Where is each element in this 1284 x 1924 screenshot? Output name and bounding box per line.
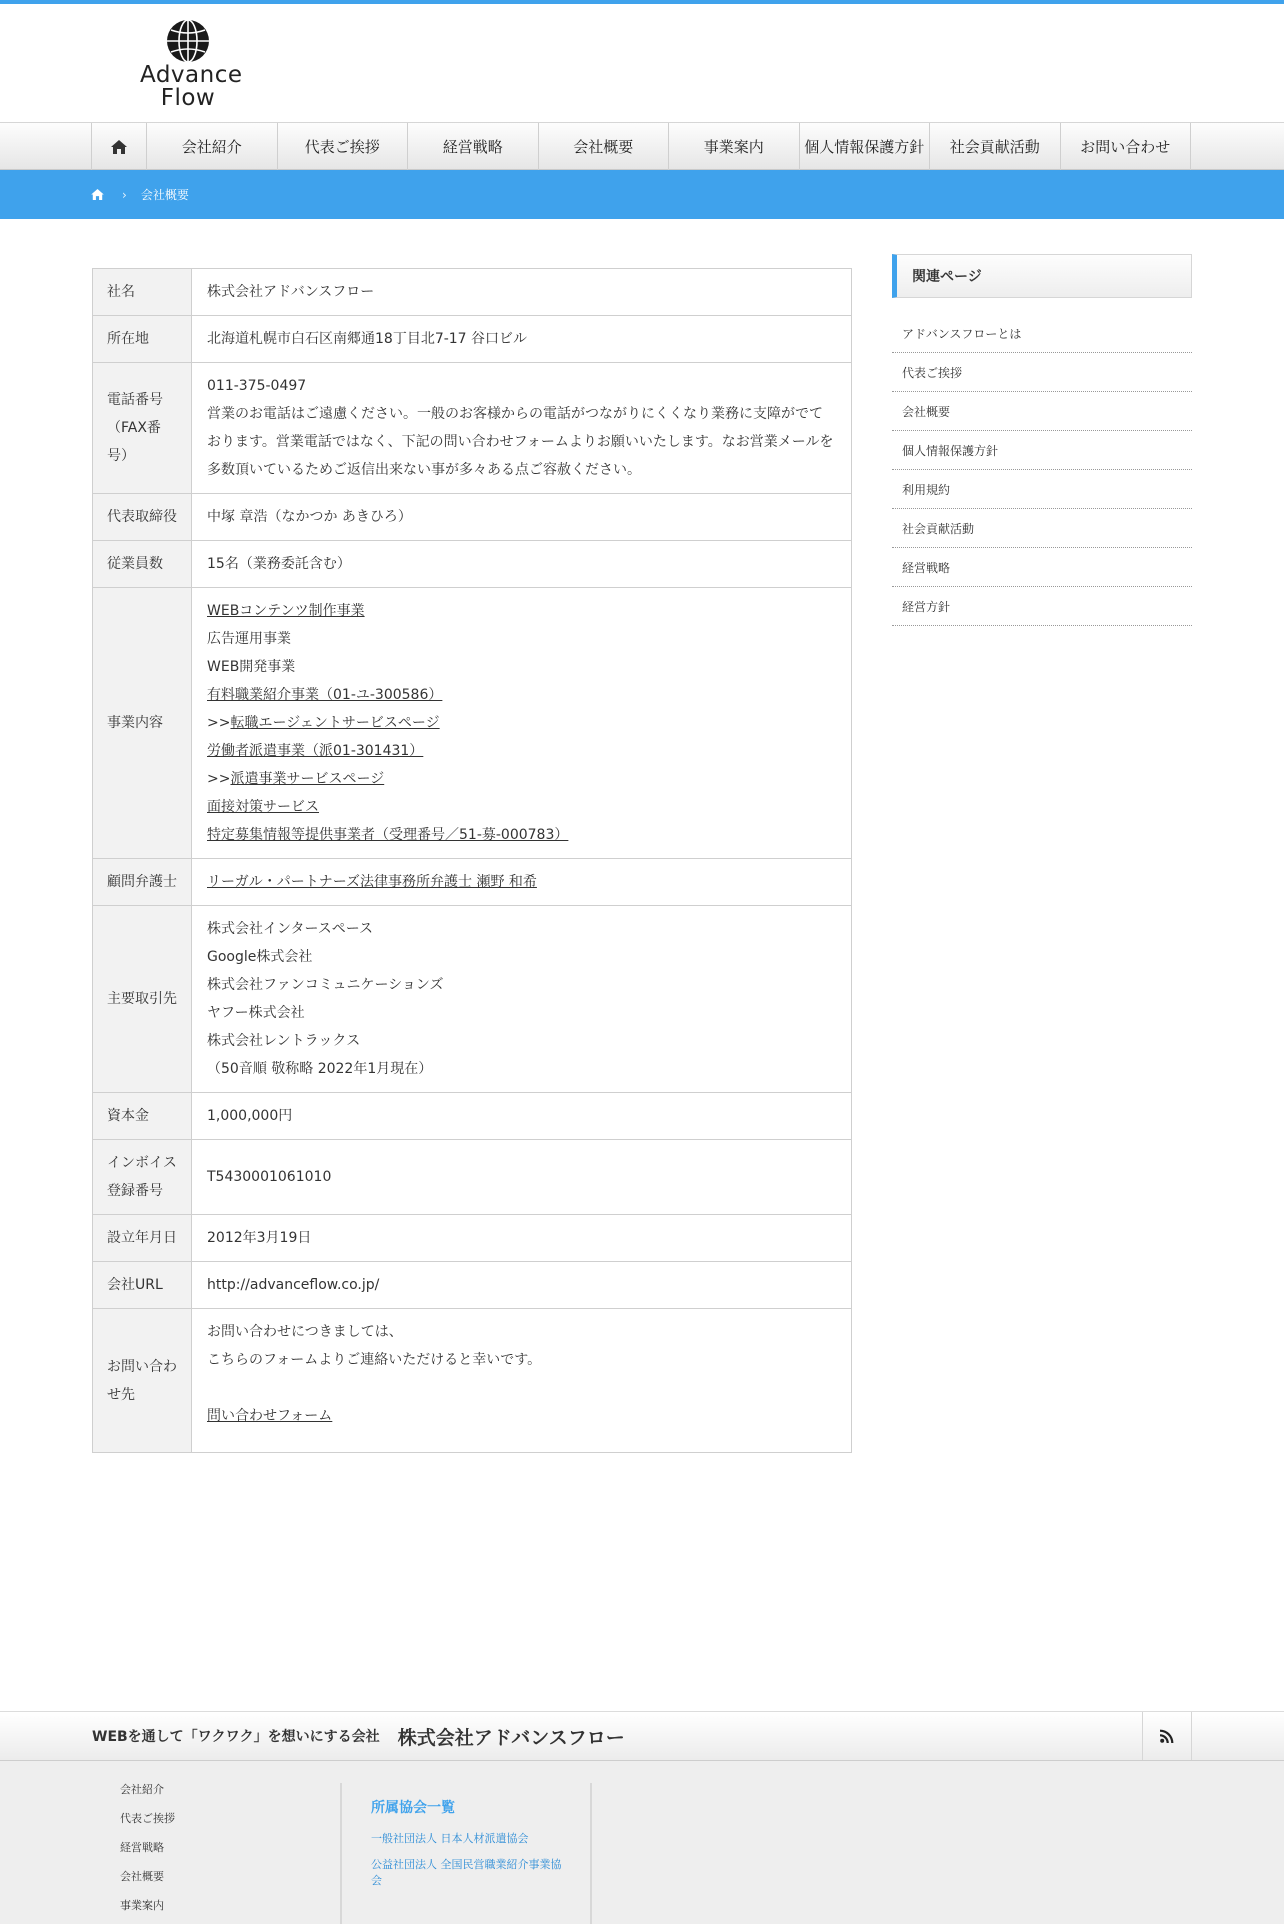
- link-dispatch-page[interactable]: 派遣事業サービスページ: [230, 771, 385, 787]
- arrow-prefix: >>: [207, 771, 231, 787]
- phone-note: 営業のお電話はご遠慮ください。一般のお客様からの電話がつながりにくくなり業務に支障がでております。営業電話ではなく、下記の問い合わせフォームよりお願いいたします。なお営業メールを多数頂いているためご返信出来ない事が多々ある点ご容赦ください。: [207, 406, 834, 478]
- nav-item-csr[interactable]: 社会貢献活動: [930, 123, 1061, 170]
- row-label: 社名: [93, 269, 192, 316]
- table-row: [93, 269, 852, 316]
- table-row: [93, 1262, 852, 1309]
- sidebar-title: 関連ページ: [892, 254, 1192, 298]
- row-label: 顧問弁護士: [93, 859, 192, 906]
- site-logo[interactable]: [140, 18, 243, 114]
- link-recruit-info[interactable]: 特定募集情報等提供事業者（受理番号／51-募-000783）: [207, 827, 569, 843]
- row-value: 15名（業務委託含む）: [192, 541, 852, 588]
- nav-item-company-profile[interactable]: 会社概要: [539, 123, 670, 170]
- sidebar-item-company-profile[interactable]: 会社概要: [892, 392, 1192, 431]
- table-row: [93, 541, 852, 588]
- table-row: [93, 1215, 852, 1262]
- nav-item-contact[interactable]: お問い合わせ: [1061, 123, 1192, 170]
- sidebar-item-privacy[interactable]: 個人情報保護方針: [892, 431, 1192, 470]
- footer-link[interactable]: 事業案内: [120, 1899, 164, 1912]
- row-label: 従業員数: [93, 541, 192, 588]
- sidebar-item-about[interactable]: アドバンスフローとは: [892, 314, 1192, 353]
- footer-associations: [371, 1797, 571, 1899]
- sidebar-item-policy[interactable]: 経営方針: [892, 587, 1192, 626]
- link-interview[interactable]: 面接対策サービス: [207, 799, 319, 815]
- logo-text-line2: Flow: [160, 85, 216, 111]
- table-row: [93, 494, 852, 541]
- nav-item-greeting[interactable]: 代表ご挨拶: [278, 123, 409, 170]
- table-row: [93, 1309, 852, 1453]
- table-row: [93, 588, 852, 859]
- row-label: 設立年月日: [93, 1215, 192, 1262]
- nav-home[interactable]: [92, 123, 147, 170]
- link-agent-page[interactable]: 転職エージェントサービスページ: [230, 715, 440, 731]
- row-value: [192, 859, 852, 906]
- sidebar-item-strategy[interactable]: 経営戦略: [892, 548, 1192, 587]
- association-link[interactable]: 公益社団法人 全国民営職業紹介事業協会: [371, 1858, 562, 1887]
- nav-item-privacy[interactable]: 個人情報保護方針: [800, 123, 931, 170]
- row-label: 所在地: [93, 316, 192, 363]
- row-value: 2012年3月19日: [192, 1215, 852, 1262]
- association-link[interactable]: 一般社団法人 日本人材派遣協会: [371, 1832, 529, 1845]
- nav-item-company-intro[interactable]: 会社紹介: [147, 123, 278, 170]
- row-value: [192, 363, 852, 494]
- breadcrumb-bar: [0, 170, 1284, 219]
- table-row: [93, 1140, 852, 1215]
- global-nav: [0, 122, 1284, 170]
- breadcrumb: [91, 170, 189, 219]
- row-label: 事業内容: [93, 588, 192, 859]
- footer-divider: [590, 1783, 592, 1924]
- row-value: 株式会社アドバンスフロー: [192, 269, 852, 316]
- footer-link[interactable]: 会社概要: [120, 1870, 164, 1883]
- sidebar-item-greeting[interactable]: 代表ご挨拶: [892, 353, 1192, 392]
- client-item: Google株式会社: [207, 949, 313, 965]
- phone-number: 011-375-0497: [207, 378, 307, 394]
- sidebar-item-csr[interactable]: 社会貢献活動: [892, 509, 1192, 548]
- row-label: 会社URL: [93, 1262, 192, 1309]
- row-label: 主要取引先: [93, 906, 192, 1093]
- row-value: 北海道札幌市白石区南郷通18丁目北7-17 谷口ビル: [192, 316, 852, 363]
- link-dispatch[interactable]: 労働者派遣事業（派01-301431）: [207, 743, 424, 759]
- footer: [0, 1761, 1284, 1924]
- globe-icon: [165, 18, 211, 64]
- contact-line: こちらのフォームよりご連絡いただけると幸いです。: [207, 1352, 542, 1368]
- table-row: [93, 906, 852, 1093]
- table-row: [93, 316, 852, 363]
- row-value: [192, 588, 852, 859]
- client-item: 株式会社インタースペース: [207, 921, 374, 937]
- client-item: 株式会社ファンコミュニケーションズ: [207, 977, 444, 993]
- contact-line: お問い合わせにつきましては、: [207, 1324, 403, 1340]
- footer-divider: [340, 1783, 342, 1924]
- link-lawyer[interactable]: リーガル・パートナーズ法律事務所弁護士 瀬野 和希: [207, 874, 537, 890]
- footer-tagline-text: WEBを通して「ワクワク」を想いにする会社: [92, 1729, 380, 1745]
- contact-form-link[interactable]: 問い合わせフォーム: [207, 1408, 333, 1424]
- row-value: 1,000,000円: [192, 1093, 852, 1140]
- business-item: 広告運用事業: [207, 631, 291, 647]
- row-label: お問い合わせ先: [93, 1309, 192, 1453]
- row-value: T5430001061010: [192, 1140, 852, 1215]
- row-value: [192, 1309, 852, 1453]
- table-row: [93, 1093, 852, 1140]
- footer-links: [120, 1781, 175, 1924]
- sidebar: [892, 254, 1192, 626]
- breadcrumb-current: 会社概要: [140, 188, 189, 202]
- top-accent-line: [0, 0, 1284, 4]
- link-web-content[interactable]: WEBコンテンツ制作事業: [207, 603, 365, 619]
- footer-company-name[interactable]: 株式会社アドバンスフロー: [397, 1726, 625, 1749]
- sidebar-list: [892, 314, 1192, 626]
- row-value: [192, 906, 852, 1093]
- business-item: WEB開発事業: [207, 659, 296, 675]
- clients-note: （50音順 敬称略 2022年1月現在）: [207, 1061, 433, 1077]
- nav-item-strategy[interactable]: 経営戦略: [408, 123, 539, 170]
- row-label: 電話番号（FAX番号）: [93, 363, 192, 494]
- logo-text-line1: Advance: [140, 62, 243, 88]
- row-value: http://advanceflow.co.jp/: [192, 1262, 852, 1309]
- footer-link[interactable]: 会社紹介: [120, 1783, 164, 1796]
- footer-tagline: [92, 1712, 625, 1760]
- row-value: 中塚 章浩（なかつか あきひろ）: [192, 494, 852, 541]
- table-row: [93, 859, 852, 906]
- rss-icon: [1160, 1729, 1174, 1743]
- nav-item-business[interactable]: 事業案内: [669, 123, 800, 170]
- link-placement[interactable]: 有料職業紹介事業（01-ユ-300586）: [207, 687, 443, 703]
- footer-bar: [0, 1711, 1284, 1761]
- arrow-prefix: >>: [207, 715, 231, 731]
- footer-link[interactable]: 経営戦略: [120, 1841, 164, 1854]
- home-icon: [111, 140, 127, 154]
- sidebar-item-terms[interactable]: 利用規約: [892, 470, 1192, 509]
- row-label: インボイス登録番号: [93, 1140, 192, 1215]
- rss-button[interactable]: [1142, 1712, 1192, 1760]
- row-label: 代表取締役: [93, 494, 192, 541]
- client-item: 株式会社レントラックス: [207, 1033, 361, 1049]
- table-row: [93, 363, 852, 494]
- chevron-right-icon: ›: [122, 187, 127, 202]
- associations-title: 所属協会一覧: [371, 1800, 455, 1816]
- company-info-table: [92, 268, 852, 1453]
- footer-link[interactable]: 代表ご挨拶: [120, 1812, 175, 1825]
- row-label: 資本金: [93, 1093, 192, 1140]
- home-icon[interactable]: [91, 189, 104, 200]
- client-item: ヤフー株式会社: [207, 1005, 305, 1021]
